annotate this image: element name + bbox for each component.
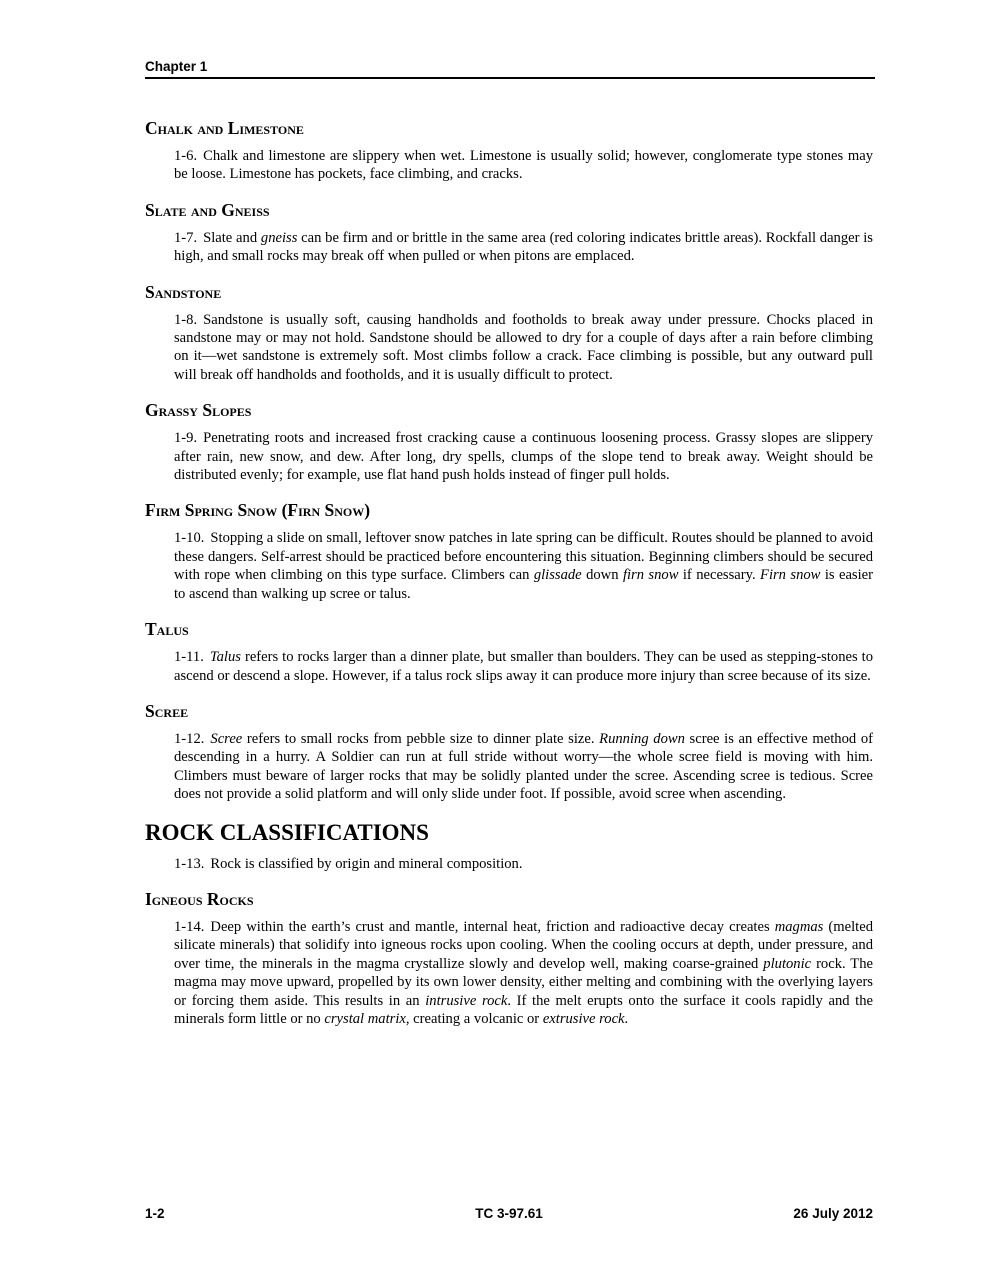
paragraph-1-10 [174, 529, 873, 603]
document-id: TC 3-97.61 [475, 1206, 543, 1221]
italic-term: gneiss [260, 229, 298, 246]
paragraph-text: refers to rocks larger than a dinner plate, but smaller than boulders. They can be used as stepping-stones to ascend or descend a slope. However, if a talus rock slips away it can produce more injury than scree because of its size. [174, 649, 873, 684]
paragraph-text: rock. The magma may move upward, propelled by its own lower density, either melting and combining with the overlying layers or forcing them aside. This results in an [174, 955, 873, 1009]
italic-term: Scree [210, 730, 243, 747]
heading-rock-classifications: ROCK CLASSIFICATIONS [145, 819, 429, 845]
italic-term: magmas [774, 918, 824, 935]
paragraph-number: 1-14. [174, 918, 205, 935]
chapter-label: Chapter 1 [145, 59, 208, 74]
paragraph-1-9 [174, 429, 873, 484]
page-number: 1-2 [145, 1206, 165, 1221]
running-footer [145, 1206, 873, 1224]
paragraph-text: . If the melt erupts onto the surface it cools rapidly and the minerals form little or no [174, 992, 874, 1027]
paragraph-number: 1-12. [174, 730, 205, 747]
italic-term: crystal matrix [324, 1010, 406, 1027]
paragraph-number: 1-7. [174, 229, 198, 246]
paragraph-text: refers to small rocks from pebble size to dinner plate size. [242, 730, 600, 747]
running-header [145, 58, 875, 79]
paragraph-text: Rock is classified by origin and mineral composition. [210, 855, 523, 872]
italic-term: Running down [599, 730, 685, 747]
paragraph-1-14 [174, 918, 873, 1028]
paragraph-text: Slate and [203, 229, 261, 246]
paragraph-text: . [624, 1010, 629, 1027]
paragraph-text: Penetrating roots and increased frost cracking cause a continuous loosening process. Grassy slopes are slippery after rain, new snow, and dew. After long, dry spells, clumps of the slope tend to break away. Weight should be distributed evenly; for example, use flat hand push holds instead of finger pull holds. [174, 430, 873, 484]
heading-sandstone: Sandstone [145, 281, 222, 302]
page-body [145, 117, 873, 1043]
paragraph-text: is easier to ascend than walking up scree or talus. [174, 567, 873, 602]
italic-term: firn snow [622, 567, 679, 584]
paragraph-text: Chalk and limestone are slippery when wet. Limestone is usually solid; however, conglomerate type stones may be loose. Limestone has pockets, face climbing, and cracks. [174, 148, 873, 183]
heading-chalk-limestone: Chalk and Limestone [145, 118, 304, 138]
heading-scree: Scree [145, 700, 189, 721]
paragraph-number: 1-10. [174, 530, 205, 547]
paragraph-1-6 [174, 147, 873, 184]
paragraph-text: down [581, 567, 623, 584]
paragraph-1-13 [174, 855, 873, 873]
publication-date: 26 July 2012 [793, 1206, 873, 1221]
paragraph-text: scree is an effective method of descending in a hurry. A Soldier can run at full stride without worry—the whole scree field is moving with him. Climbers must beware of larger rocks that may be solidly planted under the scree. Ascending scree is tedious. Scree does not provide a solid platform and will only slide under foot. If possible, avoid scree when ascending. [174, 730, 873, 803]
paragraph-text: can be firm and or brittle in the same area (red coloring indicates brittle areas). Rockfall danger is high, and small rocks may break off when pulled or when pitons are emplaced. [174, 229, 873, 265]
paragraph-1-7 [174, 229, 873, 266]
paragraph-number: 1-13. [174, 855, 205, 872]
paragraph-text: (melted silicate minerals) that solidify into igneous rocks upon cooling. When the cooling occurs at depth, under pressure, and over time, the minerals in the magma crystallize slowly and develop well, making coarse-grained [174, 918, 873, 972]
paragraph-text: Deep within the earth’s crust and mantle, internal heat, friction and radioactive decay creates [210, 918, 775, 935]
paragraph-1-11 [174, 648, 873, 685]
paragraph-number: 1-8. [174, 311, 198, 328]
heading-grassy-slopes: Grassy Slopes [145, 400, 252, 421]
paragraph-number: 1-6. [174, 148, 198, 164]
italic-term: glissade [533, 567, 582, 584]
heading-talus: Talus [145, 619, 189, 640]
italic-term: intrusive rock [425, 992, 508, 1009]
paragraph-number: 1-9. [174, 430, 198, 447]
paragraph-text: , creating a volcanic or [405, 1010, 543, 1027]
paragraph-text: if necessary. [678, 567, 761, 584]
heading-slate-gneiss: Slate and Gneiss [145, 199, 270, 220]
italic-term: Firn snow [760, 567, 821, 584]
italic-term: extrusive rock [542, 1010, 625, 1027]
heading-firn-snow: Firm Spring Snow (Firn Snow) [145, 500, 371, 521]
italic-term: Talus [209, 649, 241, 666]
paragraph-1-12 [174, 730, 873, 804]
paragraph-text: Stopping a slide on small, leftover snow patches in late spring can be difficult. Routes should be planned to avoid these dangers. Self-arrest should be practiced before encountering this situation. Beginning climbers should be secured with rope when climbing on this type surface. Climbers can [174, 530, 873, 584]
heading-igneous-rocks: Igneous Rocks [145, 888, 254, 909]
paragraph-text: Sandstone is usually soft, causing handholds and footholds to break away under pressure. Chocks placed in sandstone may or may not hold. Sandstone should be allowed to dry for a couple of days after a rain before climbing on it—wet sandstone is extremely soft. Most climbs follow a crack. Face climbing is possible, but any outward pull will break off handholds and footholds, and it is usually difficult to protect. [174, 311, 873, 383]
italic-term: plutonic [763, 955, 812, 972]
paragraph-number: 1-11. [174, 649, 204, 666]
paragraph-1-8 [174, 311, 873, 385]
